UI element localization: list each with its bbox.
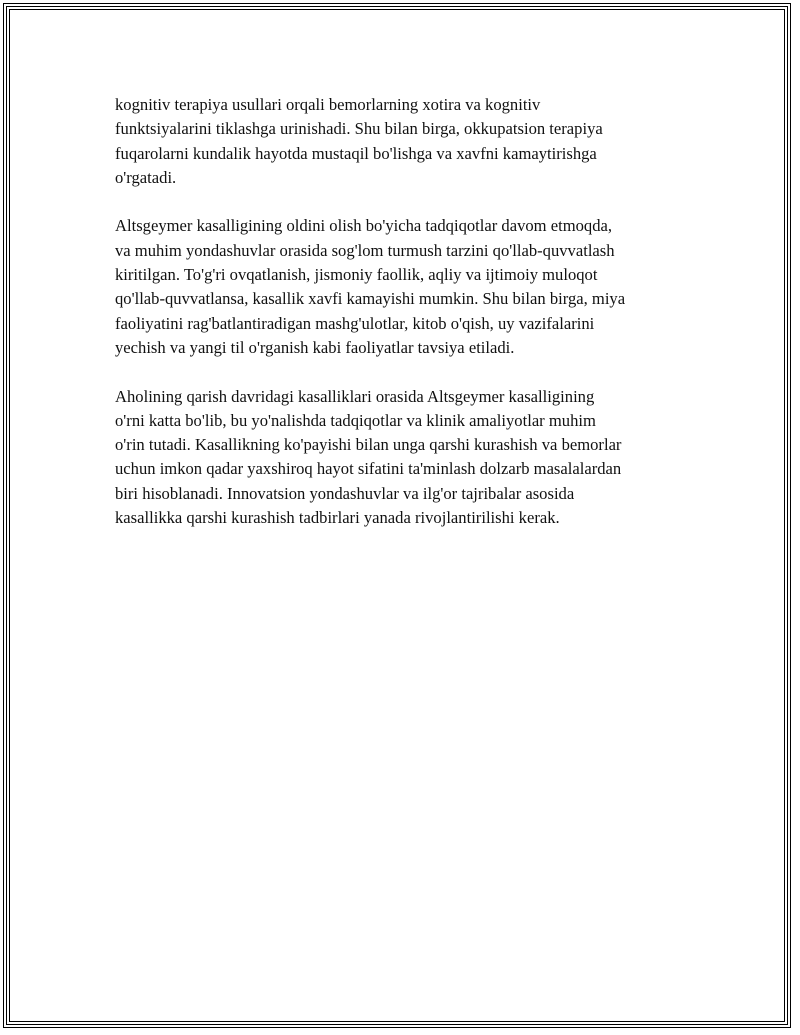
paragraph-2 <box>115 214 685 360</box>
paragraph-1 <box>115 93 685 190</box>
text-line: kiritilgan. To'g'ri ovqatlanish, jismoniy faollik, aqliy va ijtimoiy muloqot <box>115 265 598 285</box>
text-line: o'rgatadi. <box>115 167 177 187</box>
document-body <box>115 93 685 555</box>
text-line: biri hisoblanadi. Innovatsion yondashuvlar va ilg'or tajribalar asosida <box>115 483 575 503</box>
text-line: uchun imkon qadar yaxshiroq hayot sifatini ta'minlash dolzarb masalalardan <box>115 459 622 479</box>
text-line: o'rin tutadi. Kasallikning ko'payishi bilan unga qarshi kurashish va bemorlar <box>115 435 622 455</box>
text-line: faoliyatini rag'batlantiradigan mashg'ulotlar, kitob o'qish, uy vazifalarini <box>115 313 595 333</box>
text-line: funktsiyalarini tiklashga urinishadi. Shu bilan birga, okkupatsion terapiya <box>115 119 603 139</box>
text-line: yechish va yangi til o'rganish kabi faoliyatlar tavsiya etiladi. <box>115 337 515 357</box>
text-line: va muhim yondashuvlar orasida sog'lom turmush tarzini qo'llab-quvvatlash <box>115 240 615 260</box>
text-line: kasallikka qarshi kurashish tadbirlari yanada rivojlantirilishi kerak. <box>115 508 560 528</box>
text-line: kognitiv terapiya usullari orqali bemorlarning xotira va kognitiv <box>115 95 541 114</box>
text-line: fuqarolarni kundalik hayotda mustaqil bo'lishga va xavfni kamaytirishga <box>115 143 597 163</box>
paragraph-3 <box>115 385 685 531</box>
text-line: o'rni katta bo'lib, bu yo'nalishda tadqiqotlar va klinik amaliyotlar muhim <box>115 410 596 430</box>
text-line: qo'llab-quvvatlansa, kasallik xavfi kamayishi mumkin. Shu bilan birga, miya <box>115 289 626 309</box>
text-line: Aholining qarish davridagi kasalliklari orasida Altsgeymer kasalligining <box>115 386 595 406</box>
text-line: Altsgeymer kasalligining oldini olish bo'yicha tadqiqotlar davom etmoqda, <box>115 216 613 236</box>
